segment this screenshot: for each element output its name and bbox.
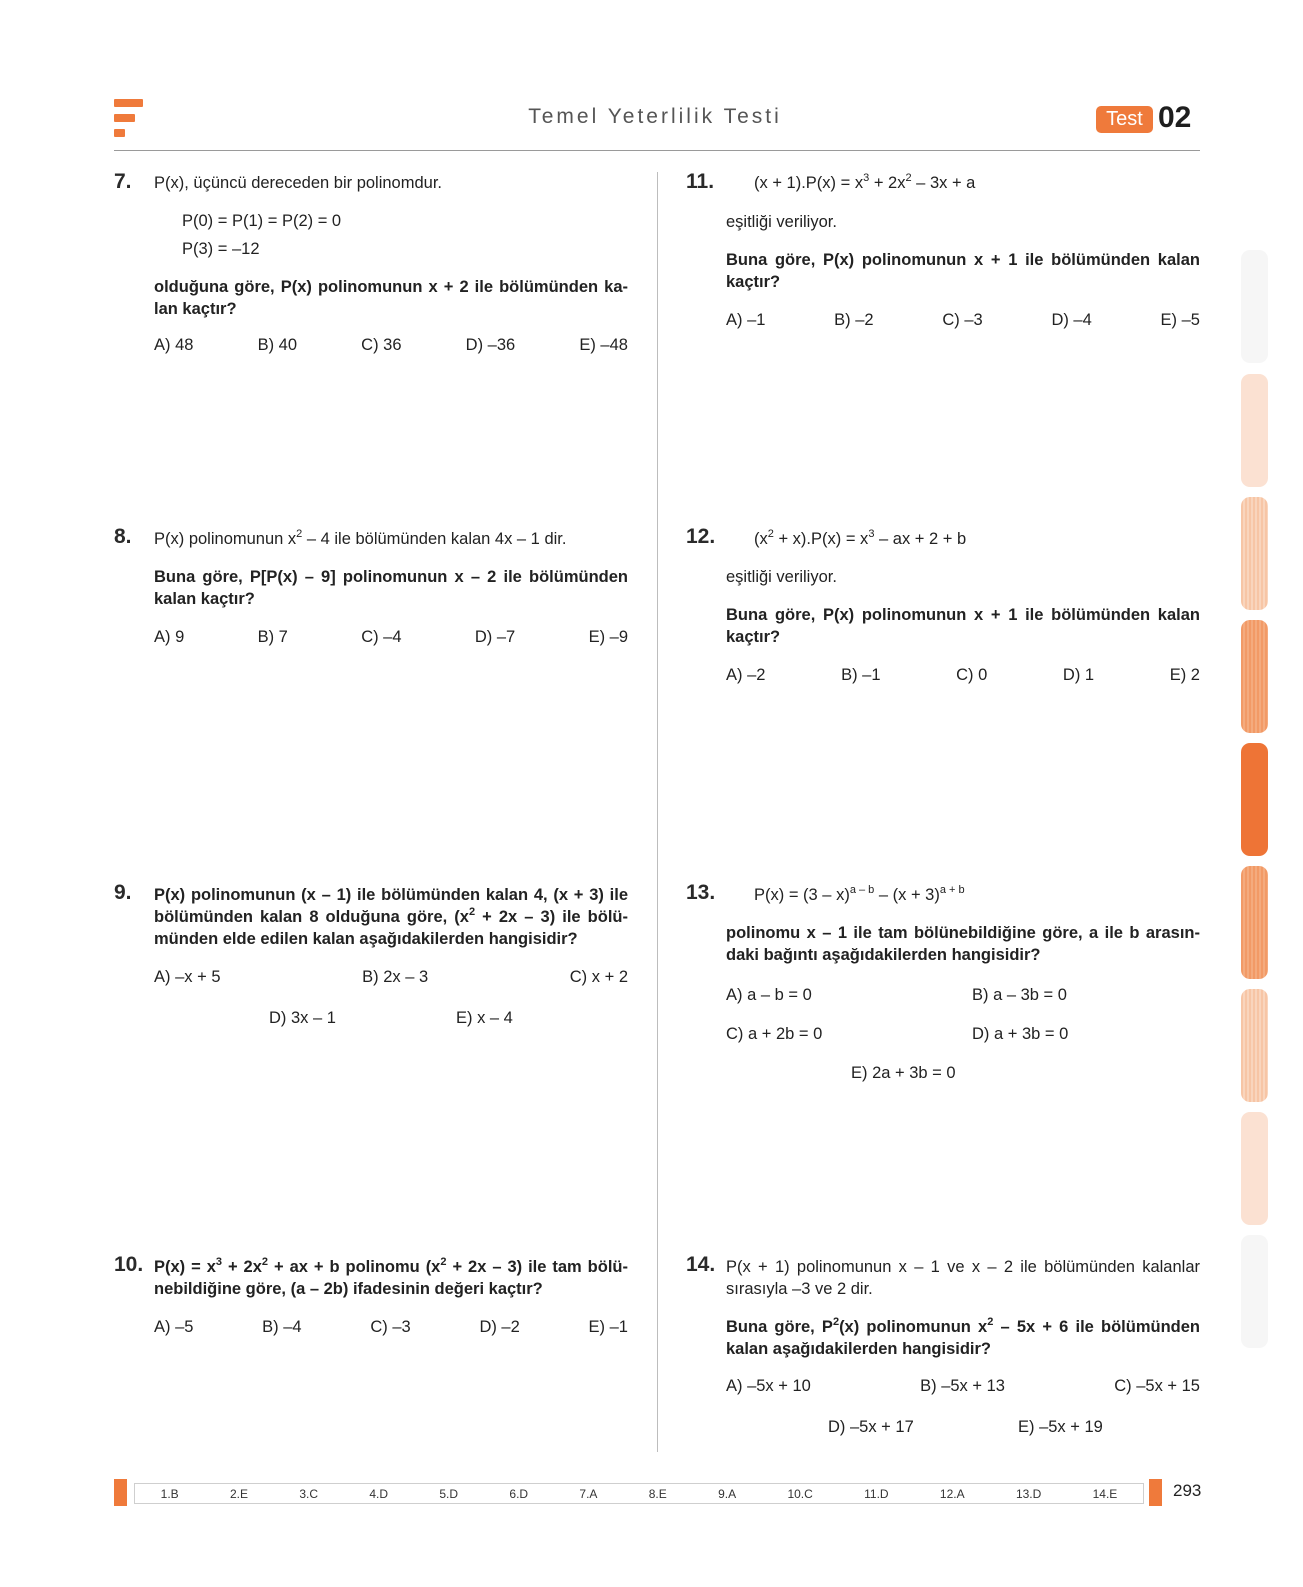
question-prompt: Buna göre, P[P(x) – 9] polinomunun x – 2 ile bölümünden kalan kaçtır? xyxy=(154,568,628,608)
chapter-tab[interactable] xyxy=(1241,1112,1268,1225)
answer-options xyxy=(726,1377,1200,1396)
option-a[interactable]: A) 48 xyxy=(154,336,194,354)
chapter-tab-active[interactable] xyxy=(1241,743,1268,856)
option-d[interactable]: D) –7 xyxy=(474,628,516,646)
answer-key-item: 5.D xyxy=(439,1486,459,1501)
question-prompt: olduğuna göre, P(x) polinomunun x + 2 ile bölümünden ka-lan kaçtır? xyxy=(154,278,628,318)
question-number: 14. xyxy=(686,1253,716,1276)
chapter-tab[interactable] xyxy=(1241,1235,1268,1348)
question-number: 11. xyxy=(686,170,715,193)
answer-key-item: 8.E xyxy=(648,1486,667,1501)
answer-options xyxy=(154,1318,628,1337)
answer-key-item: 14.E xyxy=(1092,1486,1118,1501)
test-badge: Test xyxy=(1096,106,1153,133)
answer-options xyxy=(154,968,628,987)
option-e[interactable]: E) –5 xyxy=(1160,311,1200,329)
question-prompt: polinomu x – 1 ile tam bölünebildiğine göre, a ile b arasın-daki bağıntı aşağıdakilerden hangisidir? xyxy=(726,924,1200,964)
answer-key-item: 11.D xyxy=(864,1486,889,1501)
option-d[interactable]: D) a + 3b = 0 xyxy=(972,1025,1069,1043)
question-prompt: $P(x) = x^3 + 2x^2$ + ax + b polinomu $(x^2 + 2x - 3)$ ile tam bölü-nebildiğine göre, (a – 2b) ifadesinin değeri kaçtır? xyxy=(154,1256,628,1298)
option-e[interactable]: E) 2 xyxy=(1169,666,1200,684)
equation: $(x^2 + x).P(x) = x^3$ – ax + 2 + b xyxy=(754,528,967,548)
option-c[interactable]: C) 0 xyxy=(956,666,988,684)
answer-key-item: 9.A xyxy=(718,1486,737,1501)
question-prompt: P(x) polinomunun (x – 1) ile bölümünden kalan 4, (x + 3) ile bölümünden kalan 8 olduğuna göre, $(x^2 + 2x - 3)$ ile bölü-münden elde edilen kalan aşağıdakilerden hangisidir? xyxy=(154,886,628,948)
chapter-tab[interactable] xyxy=(1241,866,1268,979)
option-b[interactable]: B) –1 xyxy=(841,666,881,684)
equation: P(3) = –12 xyxy=(182,240,260,258)
option-a[interactable]: A) –5 xyxy=(154,1318,194,1336)
question-number: 9. xyxy=(114,881,132,904)
question-text: P(x + 1) polinomunun x – 1 ve x – 2 ile bölümünden kalanlar sırasıyla –3 ve 2 dir. xyxy=(726,1258,1200,1298)
option-b[interactable]: B) 7 xyxy=(257,628,288,646)
answer-key-item: 1.B xyxy=(160,1486,179,1501)
equation: $(x + 1).P(x) = x^3 + 2x^2 - 3x + a$ xyxy=(754,172,976,192)
option-c[interactable]: C) a + 2b = 0 xyxy=(726,1025,823,1043)
option-d[interactable]: D) 3x – 1 xyxy=(269,1009,336,1027)
question-number: 13. xyxy=(686,881,716,904)
question-text: eşitliği veriliyor. xyxy=(726,568,837,586)
option-b[interactable]: B) –5x + 13 xyxy=(920,1377,1005,1395)
chapter-tab[interactable] xyxy=(1241,250,1268,363)
question-text: P(x) polinomunun $x^2 - 4$ ile bölümünden kalan 4x – 1 dir. xyxy=(154,528,567,548)
answer-key-item: 10.C xyxy=(787,1486,813,1501)
chapter-tab[interactable] xyxy=(1241,497,1268,610)
option-c[interactable]: C) 36 xyxy=(361,336,402,354)
option-c[interactable]: C) –5x + 15 xyxy=(1114,1377,1200,1395)
question-prompt: Buna göre, P(x) polinomunun x + 1 ile bölümünden kalan kaçtır? xyxy=(726,606,1200,646)
option-d[interactable]: D) –5x + 17 xyxy=(828,1418,914,1436)
question-number: 7. xyxy=(114,170,132,193)
answer-key-item: 7.A xyxy=(579,1486,598,1501)
page-title: Temel Yeterlilik Testi xyxy=(528,105,782,128)
option-e[interactable]: E) –48 xyxy=(579,336,628,354)
chapter-tab[interactable] xyxy=(1241,620,1268,733)
option-e[interactable]: E) –5x + 19 xyxy=(1018,1418,1103,1436)
answer-options xyxy=(726,311,1200,330)
option-e[interactable]: E) x – 4 xyxy=(456,1009,513,1027)
header-divider xyxy=(114,150,1200,151)
question-number: 12. xyxy=(686,525,716,548)
option-b[interactable]: B) 40 xyxy=(257,336,298,354)
option-d[interactable]: D) 1 xyxy=(1062,666,1095,684)
answer-key xyxy=(134,1483,1144,1504)
option-a[interactable]: A) a – b = 0 xyxy=(726,986,812,1004)
question-number: 8. xyxy=(114,525,132,548)
answer-key-marker-left xyxy=(114,1479,127,1506)
answer-options xyxy=(154,628,628,647)
option-b[interactable]: B) –2 xyxy=(834,311,874,329)
equation: $P(x) = (3 - x)^{a - b} - (x + 3)^{a + b}$ xyxy=(754,884,965,904)
option-c[interactable]: C) –4 xyxy=(361,628,402,646)
answer-options xyxy=(154,336,628,355)
question-prompt: Buna göre, P(x) polinomunun x + 1 ile bölümünden kalan kaçtır? xyxy=(726,251,1200,291)
option-a[interactable]: A) –2 xyxy=(726,666,766,684)
question-text: P(x), üçüncü dereceden bir polinomdur. xyxy=(154,174,442,192)
chapter-tab[interactable] xyxy=(1241,989,1268,1102)
option-d[interactable]: D) –4 xyxy=(1051,311,1092,329)
question-text: eşitliği veriliyor. xyxy=(726,213,837,231)
test-number: 02 xyxy=(1158,101,1192,134)
column-divider xyxy=(657,172,658,1452)
option-a[interactable]: A) –5x + 10 xyxy=(726,1377,811,1395)
option-a[interactable]: A) 9 xyxy=(154,628,185,646)
equation: P(0) = P(1) = P(2) = 0 xyxy=(182,212,342,230)
answer-options xyxy=(726,666,1200,685)
page-number: 293 xyxy=(1173,1481,1202,1500)
option-b[interactable]: B) –4 xyxy=(262,1318,302,1336)
option-b[interactable]: B) 2x – 3 xyxy=(362,968,429,986)
question-number: 10. xyxy=(114,1253,144,1276)
option-c[interactable]: C) –3 xyxy=(942,311,983,329)
option-d[interactable]: D) –36 xyxy=(465,336,516,354)
option-e[interactable]: E) –1 xyxy=(588,1318,628,1336)
answer-key-item: 4.D xyxy=(369,1486,389,1501)
chapter-tab[interactable] xyxy=(1241,374,1268,487)
option-e[interactable]: E) 2a + 3b = 0 xyxy=(851,1064,956,1082)
answer-key-item: 2.E xyxy=(230,1486,249,1501)
answer-key-item: 12.A xyxy=(939,1486,965,1501)
answer-key-marker-right xyxy=(1149,1479,1162,1506)
option-a[interactable]: A) –1 xyxy=(726,311,766,329)
answer-key-item: 6.D xyxy=(509,1486,529,1501)
option-c[interactable]: C) x + 2 xyxy=(569,968,628,986)
option-a[interactable]: A) –x + 5 xyxy=(154,968,221,986)
option-e[interactable]: E) –9 xyxy=(588,628,628,646)
question-prompt: Buna göre, $P^2(x)$ polinomunun $x^2 - 5x + 6$ ile bölümünden kalan aşağıdakilerden hangisidir? xyxy=(726,1316,1201,1358)
option-c[interactable]: C) –3 xyxy=(370,1318,411,1336)
option-b[interactable]: B) a – 3b = 0 xyxy=(972,986,1067,1004)
answer-key-item: 3.C xyxy=(299,1486,319,1501)
option-d[interactable]: D) –2 xyxy=(479,1318,520,1336)
answer-key-item: 13.D xyxy=(1015,1486,1042,1501)
